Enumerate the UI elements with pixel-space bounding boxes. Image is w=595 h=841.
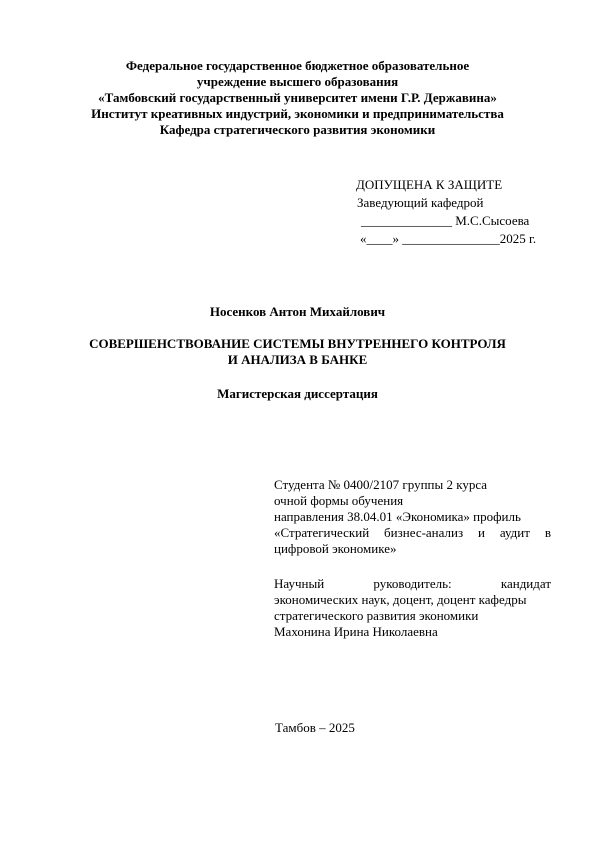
supervisor-info-line-1: Научный руководитель: кандидат — [274, 576, 551, 591]
approval-block — [356, 176, 536, 248]
student-info-line-5: цифровой экономике» — [274, 541, 397, 556]
author-name: Носенков Антон Михайлович — [209, 304, 386, 319]
header-line-5: Кафедра стратегического развития экономики — [159, 122, 436, 137]
city-year: Тамбов – 2025 — [275, 720, 355, 735]
thesis-title-line-1: СОВЕРШЕНСТВОВАНИЕ СИСТЕМЫ ВНУТРЕННЕГО КОНТРОЛЯ — [89, 336, 506, 351]
approval-status: ДОПУЩЕНА К ЗАЩИТЕ — [356, 177, 503, 192]
student-info — [274, 477, 551, 557]
supervisor-info-line-3: стратегического развития экономики — [274, 608, 479, 623]
header-line-3: «Тамбовский государственный университет имени Г.Р. Державина» — [98, 90, 497, 105]
student-info-line-4: «Стратегический бизнес-анализ и аудит в — [274, 525, 551, 540]
student-info-line-1: Студента № 0400/2107 группы 2 курса — [274, 477, 488, 492]
approval-signature-line: ______________ М.С.Сысоева — [361, 213, 530, 228]
thesis-title — [0, 336, 595, 368]
header-line-1: Федеральное государственное бюджетное образовательное — [125, 58, 470, 73]
institution-header — [0, 58, 595, 138]
supervisor-info-line-2: экономических наук, доцент, доцент кафедры — [274, 592, 527, 607]
student-info-line-2: очной формы обучения — [274, 493, 404, 508]
supervisor-info — [274, 576, 551, 640]
header-line-2: учреждение высшего образования — [196, 74, 399, 89]
thesis-title-line-2: И АНАЛИЗА В БАНКЕ — [227, 352, 368, 367]
header-line-4: Институт креативных индустрий, экономики и предпринимательства — [91, 106, 504, 121]
supervisor-info-line-4: Махонина Ирина Николаевна — [274, 624, 438, 639]
student-info-line-3: направления 38.04.01 «Экономика» профиль — [274, 509, 521, 524]
approval-role: Заведующий кафедрой — [357, 195, 484, 210]
work-type: Магистерская диссертация — [217, 386, 378, 401]
approval-date-line: «____» _______________2025 г. — [360, 231, 537, 246]
